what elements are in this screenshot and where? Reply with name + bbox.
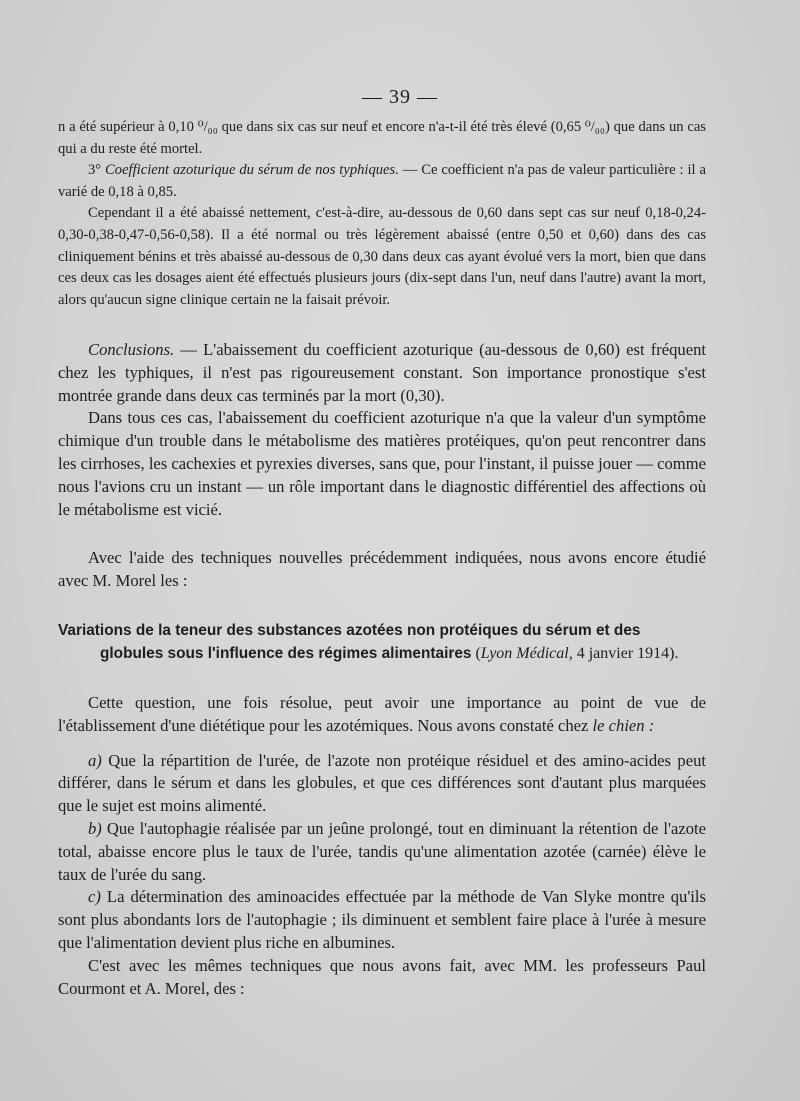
- heading-title-end: globules sous l'influence des régimes alimentaires: [100, 645, 472, 662]
- intro-section: [58, 547, 706, 593]
- item-title: Coefficient azoturique du sérum de nos typhiques.: [105, 162, 399, 179]
- subject-label: le chien :: [592, 715, 655, 735]
- finding-a-label: a): [88, 750, 102, 770]
- finding-c-text: La détermination des aminoacides effectuée par la méthode de Van Slyke montre qu'ils sont plus abondants lors de l'autophagie ; ils diminuent et semblent faire place à l'urée à mesure que l'alimentation devient plus riche en albumines.: [58, 887, 706, 952]
- finding-b-label: b): [88, 818, 102, 838]
- finding-a-text: Que la répartition de l'urée, de l'azote non protéique résiduel et des amino-acides peut différer, dans le sérum et dans les globules, et que ces différences sont d'autant plus marquées que le sujet est moins alimenté.: [58, 750, 706, 816]
- heading-line-1: Variations de la teneur des substances azotées non protéiques du sérum et des: [58, 622, 641, 639]
- reference-journal: Lyon Médical,: [480, 645, 573, 662]
- paragraph-azoturic-coefficient: [58, 160, 706, 203]
- paragraph-lowering-cases: Cependant il a été abaissé nettement, c'est-à-dire, au-dessous de 0,60 dans sept cas sur neuf 0,18-0,24-0,30-0,38-0,47-0,56-0,58). Il a été normal ou très légèrement abaissé (entre 0,50 et 0,60) dans des cas cliniquement bénins et très abaissé au-dessous de 0,30 dans deux cas ayant évolué vers la mort, bien que dans ces deux cas les dosages aient été effectués plusieurs jours (dix-sept dans l'un, neuf dans l'autre) avant la mort, alors qu'aucun signe clinique certain ne la faisait prévoir.: [58, 205, 706, 308]
- paragraph-serum-ratio: n a été supérieur à 0,10 ⁰/₀₀ que dans six cas sur neuf et encore n'a-t-il été très élevé (0,65 ⁰/₀₀) que dans un cas qui a du reste été mortel.: [58, 119, 706, 157]
- reference-date: 4 janvier 1914).: [572, 645, 679, 662]
- paragraph-closing: C'est avec les mêmes techniques que nous avons fait, avec MM. les professeurs Paul Courmont et A. Morel, des :: [58, 955, 706, 998]
- body-section: [58, 692, 706, 1000]
- paragraph-metabolism: Dans tous ces cas, l'abaissement du coefficient azoturique n'a que la valeur d'un symptôme chimique d'un trouble dans le métabolisme des matières protéiques, qu'on peut rencontrer dans les cirrhoses, les cachexies et pyrexies diverses, sans que, pour l'instant, il puisse jouer — comme nous l'avions cru un instant — un rôle important dans le diagnostic différentiel des affections où le métabolisme est vicié.: [58, 408, 706, 519]
- item-text: — Ce coefficient n'a pas de valeur particulière : il a varié de 0,18 à 0,85.: [58, 162, 706, 200]
- article-heading: [58, 619, 706, 665]
- finding-c-label: c): [88, 887, 101, 907]
- item-number: 3°: [88, 162, 106, 179]
- paragraph-question: [58, 692, 706, 738]
- typhoid-results-section: [58, 117, 706, 311]
- conclusions-text: — L'abaissement du coefficient azoturique (au-dessous de 0,60) est fréquent chez les typhiques, il n'est pas rigoureusement constant. Son importance pronostique s'est montrée grande dans deux cas terminés par la mort (0,30).: [58, 340, 706, 405]
- page-number: — 39 —: [362, 86, 438, 108]
- finding-b: [58, 818, 706, 886]
- paragraph-conclusions: [58, 339, 706, 407]
- question-text: Cette question, une fois résolue, peut avoir une importance au point de vue de l'établissement d'une diététique pour les azotémiques. Nous avons constaté chez: [58, 693, 706, 735]
- finding-b-text: Que l'autophagie réalisée par un jeûne prolongé, tout en diminuant la rétention de l'azote total, abaisse encore plus le taux de l'urée, tandis qu'une alimentation azotée (carnée) élève le taux de l'urée du sang.: [58, 818, 706, 884]
- paragraph-intro: Avec l'aide des techniques nouvelles précédemment indiquées, nous avons encore étudié avec M. Morel les :: [58, 548, 706, 590]
- finding-c: [58, 886, 706, 954]
- heading-line-2: [58, 642, 706, 665]
- reference-open: (: [471, 645, 481, 662]
- conclusions-section: [58, 339, 706, 521]
- conclusions-label: Conclusions.: [88, 340, 175, 359]
- finding-a: [58, 750, 706, 818]
